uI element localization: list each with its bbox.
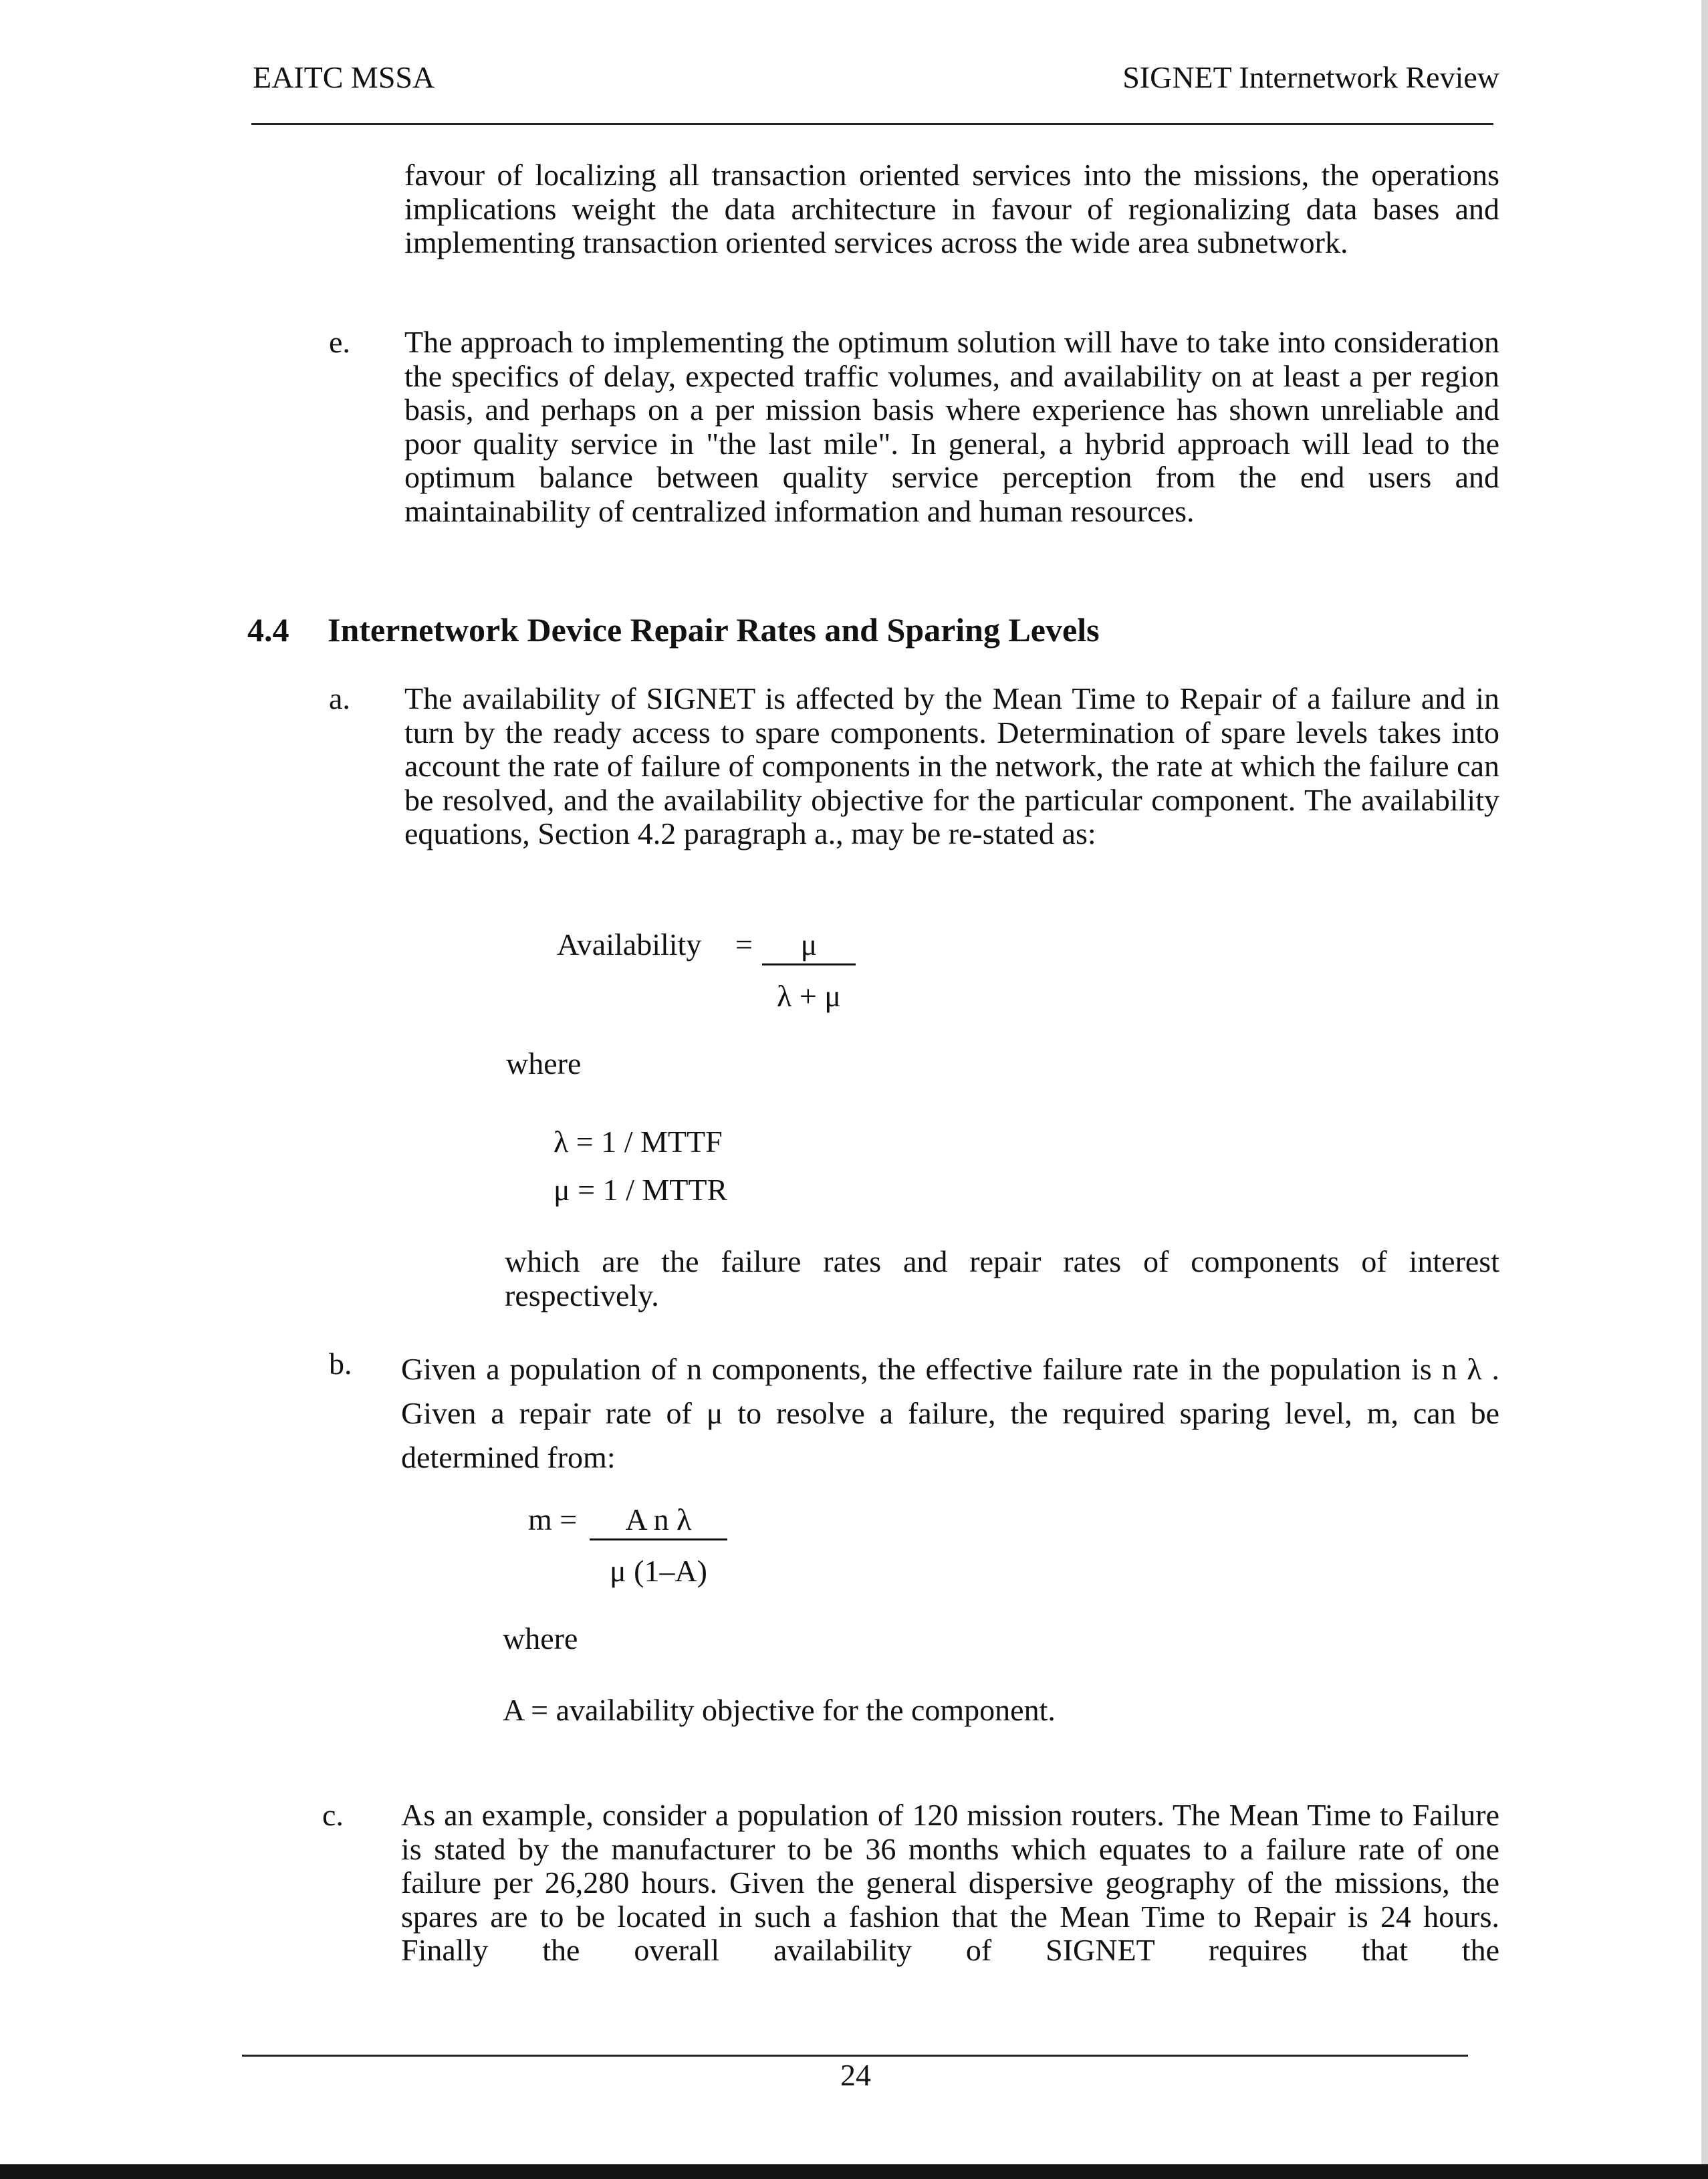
availability-objective-definition: A = availability objective for the component. [503, 1693, 1056, 1727]
item-b-text: Given a population of n components, the effective failure rate in the population is n λ . Given a repair rate of μ to resolve a failure, the required sparing level, m, can be determined from: [401, 1352, 1499, 1474]
item-b-where: where [503, 1621, 578, 1655]
availability-equals: = [735, 927, 753, 961]
header-right: SIGNET Internetwork Review [1122, 60, 1499, 94]
sparing-numerator: A n λ [590, 1501, 727, 1540]
page-number: 24 [840, 2058, 871, 2092]
section-title: Internetwork Device Repair Rates and Sparing Levels [328, 611, 1100, 649]
item-a-marker: a. [329, 681, 350, 715]
item-c-text: As an example, consider a population of 120 mission routers. The Mean Time to Failure is stated by the manufacturer to be 36 months which equates to a failure rate of one failure per 26,280 hours. Given the general dispersive geography of the missions, the spares are to be located in such a fashion that the Mean Time to Repair is 24 hours. Finally the overall availability of SIGNET requires that the [401, 1798, 1499, 1967]
item-e-text: The approach to implementing the optimum solution will have to take into consideration the specifics of delay, expected traffic volumes, and availability on at least a per region basis, and perhaps on a per mission basis where experience has shown unreliable and poor quality service in "the last mile". In general, a hybrid approach will lead to the optimum balance between quality service perception from the end users and maintainability of centralized information and human resources. [404, 325, 1499, 528]
item-a-after: which are the failure rates and repair rates of components of interest respectively. [505, 1244, 1499, 1312]
item-a-where: where [506, 1046, 582, 1080]
lambda-definition: λ = 1 / MTTF [554, 1125, 723, 1159]
sparing-denominator: μ (1–A) [609, 1554, 708, 1588]
header-left: EAITC MSSA [253, 60, 435, 94]
scan-edge-bottom [0, 2164, 1708, 2179]
sparing-lhs: m = [528, 1502, 578, 1536]
header-rule [251, 123, 1493, 125]
availability-denominator: λ + μ [777, 979, 841, 1013]
availability-label: Availability [557, 927, 702, 961]
item-a-text: The availability of SIGNET is affected by the Mean Time to Repair of a failure and in turn by the ready access to spare components. Determination of spare levels takes into account the rate of failure of components in the network, the rate at which the failure can be resolved, and the availability objective for the particular component. The availability equations, Section 4.2 paragraph a., may be re-stated as: [404, 681, 1499, 850]
sparing-fraction [590, 1501, 727, 1590]
item-e-marker: e. [329, 325, 350, 359]
availability-numerator: μ [762, 926, 856, 965]
section-number: 4.4 [247, 611, 289, 649]
intro-continuation: favour of localizing all transaction oriented services into the missions, the operations implications weight the data architecture in favour of regionalizing data bases and implementing transaction oriented services across the wide area subnetwork. [404, 158, 1499, 259]
scan-edge-right [1701, 0, 1708, 2179]
item-c-marker: c. [322, 1798, 344, 1832]
mu-definition: μ = 1 / MTTR [554, 1173, 728, 1207]
availability-fraction [762, 926, 856, 1015]
item-b-marker: b. [329, 1347, 352, 1381]
